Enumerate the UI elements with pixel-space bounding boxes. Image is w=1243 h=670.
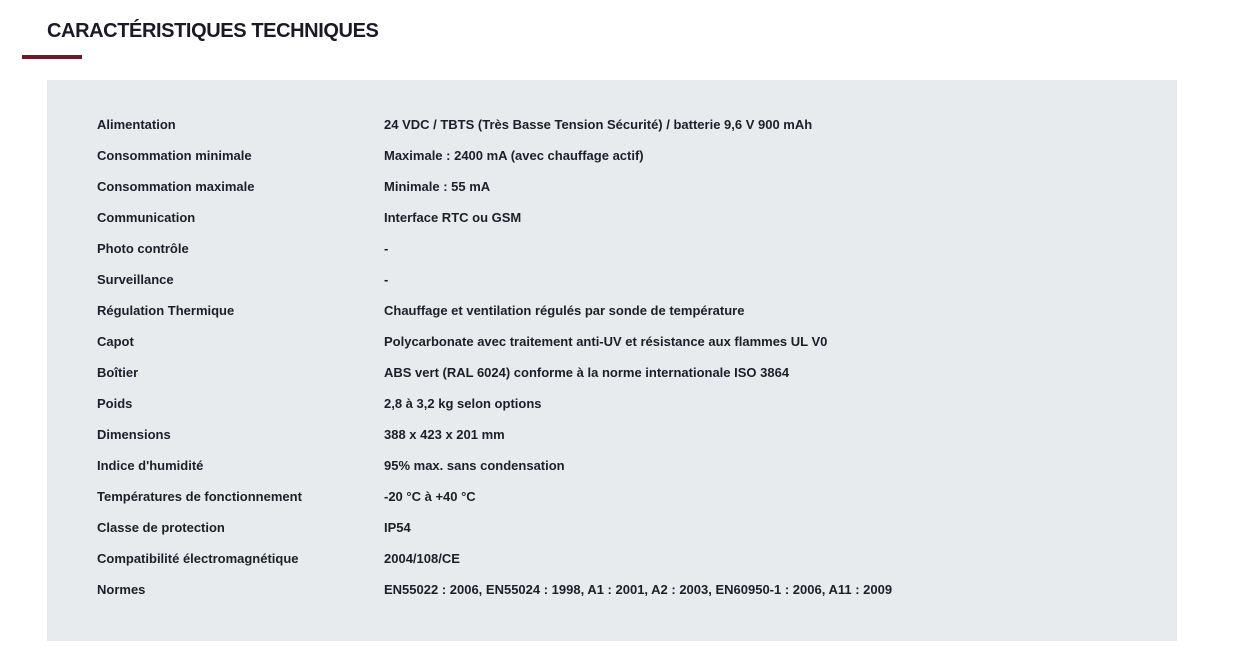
spec-row <box>97 295 892 326</box>
spec-row <box>97 171 892 202</box>
spec-value: - <box>384 241 389 256</box>
spec-row <box>97 388 892 419</box>
spec-label: Régulation Thermique <box>97 303 235 318</box>
spec-label: Surveillance <box>97 272 174 287</box>
spec-label: Boîtier <box>97 365 139 380</box>
spec-value: ABS vert (RAL 6024) conforme à la norme internationale ISO 3864 <box>384 365 790 380</box>
spec-row <box>97 357 892 388</box>
spec-value: -20 °C à +40 °C <box>384 489 476 504</box>
section-title: CARACTÉRISTIQUES TECHNIQUES <box>47 20 379 42</box>
spec-row <box>97 450 892 481</box>
spec-value: 24 VDC / TBTS (Très Basse Tension Sécurité) / batterie 9,6 V 900 mAh <box>384 117 813 132</box>
spec-label: Températures de fonctionnement <box>97 489 302 504</box>
spec-value: EN55022 : 2006, EN55024 : 1998, A1 : 2001, A2 : 2003, EN60950-1 : 2006, A11 : 2009 <box>384 582 893 597</box>
spec-value: 388 x 423 x 201 mm <box>384 427 505 442</box>
spec-label: Alimentation <box>97 117 176 132</box>
spec-row <box>97 512 892 543</box>
spec-value: IP54 <box>384 520 411 535</box>
spec-value: Polycarbonate avec traitement anti-UV et résistance aux flammes UL V0 <box>384 334 828 349</box>
spec-value: - <box>384 272 389 287</box>
spec-value: Minimale : 55 mA <box>384 179 491 194</box>
spec-value: Interface RTC ou GSM <box>384 210 522 225</box>
spec-value: Maximale : 2400 mA (avec chauffage actif) <box>384 148 644 163</box>
spec-label: Dimensions <box>97 427 171 442</box>
spec-label: Classe de protection <box>97 520 225 535</box>
spec-table <box>97 109 892 605</box>
spec-value: Chauffage et ventilation régulés par sonde de température <box>384 303 745 318</box>
spec-value: 95% max. sans condensation <box>384 458 565 473</box>
spec-label: Communication <box>97 210 196 225</box>
spec-label: Consommation maximale <box>97 179 255 194</box>
spec-label: Normes <box>97 582 146 597</box>
spec-value: 2,8 à 3,2 kg selon options <box>384 396 542 411</box>
spec-row <box>97 574 892 605</box>
spec-row <box>97 202 892 233</box>
spec-row <box>97 481 892 512</box>
spec-label: Photo contrôle <box>97 241 189 256</box>
spec-row <box>97 264 892 295</box>
spec-label: Capot <box>97 334 134 349</box>
spec-row <box>97 543 892 574</box>
spec-label: Indice d'humidité <box>97 458 204 473</box>
spec-row <box>97 233 892 264</box>
spec-label: Poids <box>97 396 133 411</box>
spec-label: Consommation minimale <box>97 148 252 163</box>
spec-label: Compatibilité électromagnétique <box>97 551 299 566</box>
spec-row <box>97 419 892 450</box>
spec-row <box>97 140 892 171</box>
spec-row <box>97 109 892 140</box>
title-underline <box>22 55 82 59</box>
spec-panel <box>47 80 1177 641</box>
spec-value: 2004/108/CE <box>384 551 460 566</box>
spec-row <box>97 326 892 357</box>
